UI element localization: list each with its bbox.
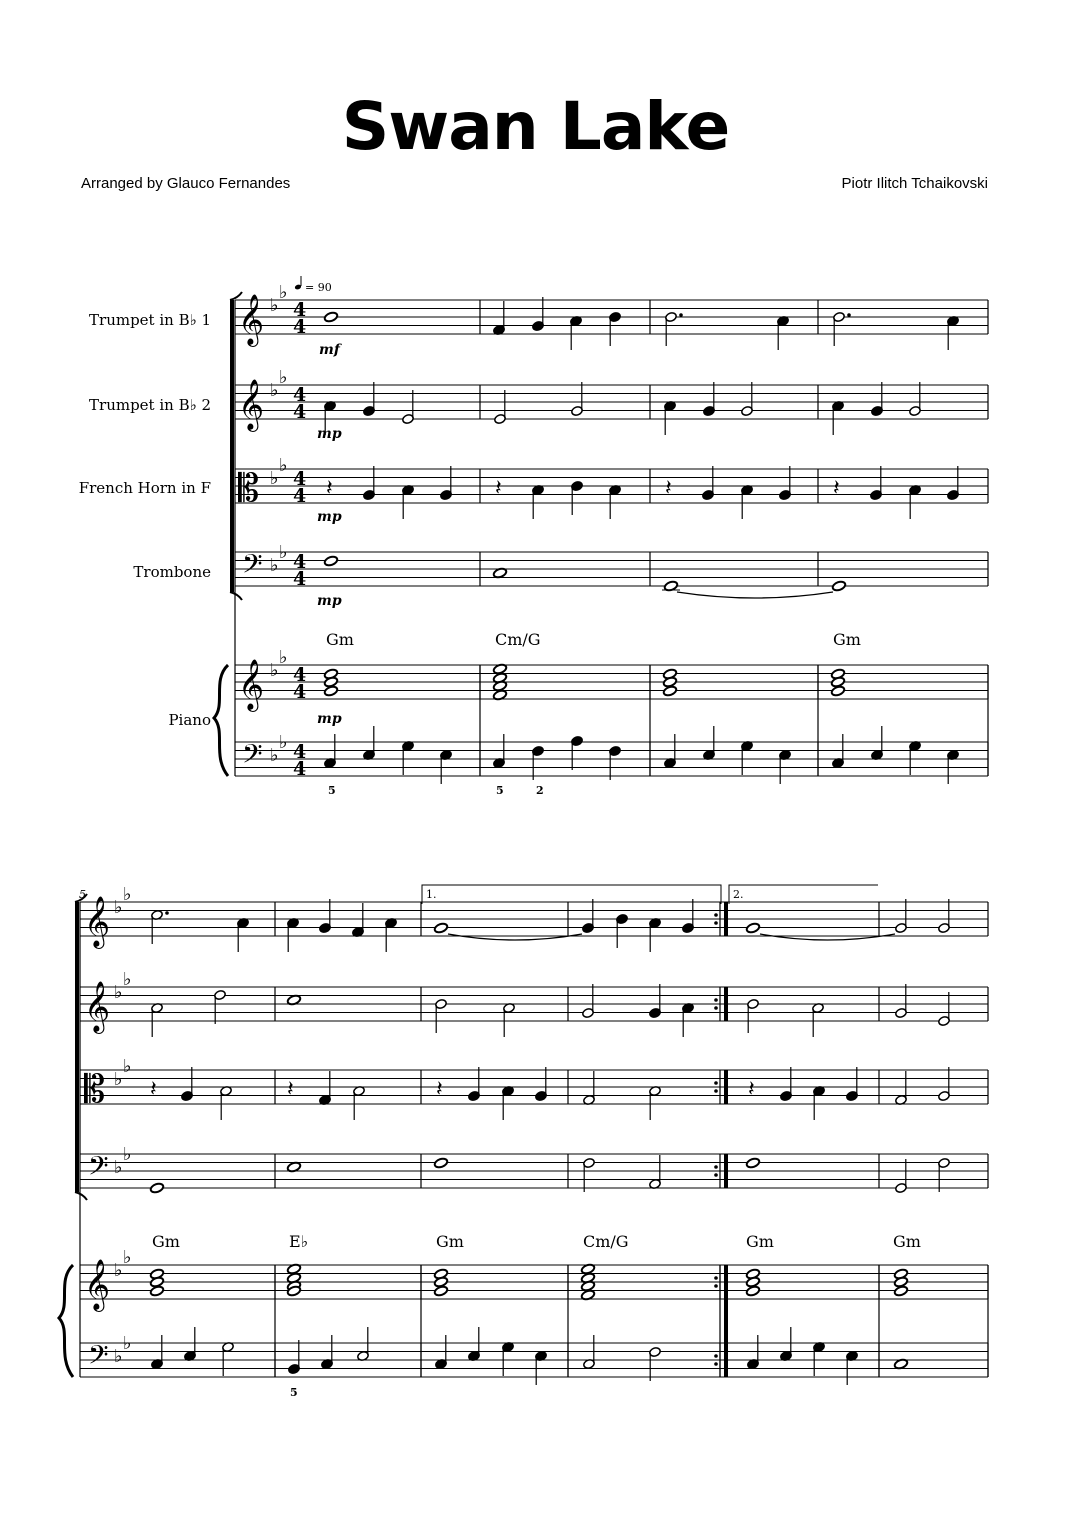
quarter-rest-icon: 𝄽: [287, 1077, 294, 1102]
flat-icon: ♭: [270, 555, 279, 576]
treble-clef-icon: 𝄞: [238, 379, 265, 430]
flat-icon: ♭: [114, 897, 123, 918]
chord-symbol: Gm: [436, 1232, 464, 1251]
score-title: Swan Lake: [341, 88, 730, 165]
note-head: [150, 1182, 165, 1194]
chord-symbol: Gm: [326, 630, 354, 649]
flat-icon: ♭: [123, 1247, 132, 1268]
time-signature-bottom: 4: [293, 681, 307, 703]
time-signature-top: 4: [293, 741, 307, 763]
flat-icon: ♭: [279, 367, 288, 388]
quarter-rest-icon: 𝄽: [326, 476, 333, 501]
chord-symbol: Gm: [152, 1232, 180, 1251]
dynamic-marking: mf: [319, 342, 340, 358]
chord-symbol: Cm/G: [495, 630, 541, 649]
repeat-dot: [714, 1173, 718, 1177]
treble-clef-icon: 𝄞: [84, 981, 111, 1032]
alto-clef-icon: 𝄡: [84, 1067, 106, 1111]
flat-icon: ♭: [123, 884, 132, 905]
chord-note-head: [746, 1285, 761, 1297]
quarter-rest-icon: 𝄽: [495, 476, 502, 501]
quarter-rest-icon: 𝄽: [748, 1077, 755, 1102]
flat-icon: ♭: [270, 660, 279, 681]
ending-label: 1.: [426, 888, 437, 901]
tempo-text: = 90: [305, 281, 332, 294]
time-signature-top: 4: [293, 299, 307, 321]
bass-clef-icon: 𝄢: [88, 1150, 109, 1188]
dot: [847, 313, 851, 317]
instrument-name-trombone: Trombone: [133, 563, 211, 581]
repeat-dot: [714, 1165, 718, 1169]
time-signature-top: 4: [293, 384, 307, 406]
dynamic-marking: mp: [317, 593, 342, 609]
fingering: 5: [290, 1386, 298, 1399]
bass-clef-icon: 𝄢: [88, 1339, 109, 1377]
second-ending-bracket: [729, 885, 878, 904]
note-head: [746, 922, 761, 934]
note-head: [324, 311, 339, 323]
composer-credit: Piotr Ilitch Tchaikovski: [841, 175, 988, 192]
flat-icon: ♭: [270, 295, 279, 316]
flat-icon: ♭: [270, 745, 279, 766]
time-signature-top: 4: [293, 468, 307, 490]
chord-symbol: E♭: [289, 1232, 309, 1251]
flat-icon: ♭: [123, 1333, 132, 1354]
chord-note-head: [150, 1285, 165, 1297]
repeat-dot: [714, 998, 718, 1002]
repeat-dot: [714, 1284, 718, 1288]
dot: [679, 313, 683, 317]
chord-note-head: [894, 1285, 909, 1297]
chord-symbol: Gm: [746, 1232, 774, 1251]
repeat-dot: [714, 1089, 718, 1093]
repeat-dot: [714, 1276, 718, 1280]
time-signature-bottom: 4: [293, 758, 307, 780]
flat-icon: ♭: [114, 1157, 123, 1178]
note-head: [434, 922, 449, 934]
instrument-name-french-horn: French Horn in F: [78, 479, 211, 497]
flat-icon: ♭: [279, 732, 288, 753]
time-signature-bottom: 4: [293, 485, 307, 507]
quarter-rest-icon: 𝄽: [436, 1077, 443, 1102]
arranger-credit: Arranged by Glauco Fernandes: [81, 175, 291, 192]
system-1-staves: [235, 282, 988, 780]
flat-icon: ♭: [270, 380, 279, 401]
bass-clef-icon: 𝄢: [242, 738, 263, 776]
dynamic-marking: mp: [317, 426, 342, 442]
system-1-notes: [324, 297, 960, 784]
note-head: [832, 580, 847, 592]
measure-number: 5: [79, 888, 86, 901]
repeat-dot: [714, 1354, 718, 1358]
note-head: [746, 1157, 761, 1169]
instrument-name-piano: Piano: [168, 711, 211, 729]
note-head: [434, 1157, 449, 1169]
piano-brace: [214, 665, 228, 776]
tie: [448, 934, 582, 940]
chord-symbol: Gm: [833, 630, 861, 649]
treble-clef-icon: 𝄞: [238, 294, 265, 345]
treble-clef-icon: 𝄞: [84, 1259, 111, 1310]
repeat-dot: [714, 913, 718, 917]
piano-brace: [59, 1265, 73, 1377]
tie: [677, 592, 833, 598]
flat-icon: ♭: [123, 969, 132, 990]
flat-icon: ♭: [279, 455, 288, 476]
repeat-dot: [714, 1081, 718, 1085]
chord-note-head: [663, 685, 678, 697]
time-signature-bottom: 4: [293, 401, 307, 423]
flat-icon: ♭: [123, 1144, 132, 1165]
flat-icon: ♭: [270, 468, 279, 489]
chord-symbol: Gm: [893, 1232, 921, 1251]
fingering: 2: [536, 784, 544, 797]
flat-icon: ♭: [279, 282, 288, 303]
dynamic-marking: mp: [317, 509, 342, 525]
fingering: 5: [496, 784, 504, 797]
alto-clef-icon: 𝄡: [238, 466, 260, 510]
flat-icon: ♭: [114, 1260, 123, 1281]
system-2-notes: [150, 899, 951, 1385]
tempo-marking: [294, 276, 332, 294]
quarter-rest-icon: 𝄽: [833, 476, 840, 501]
chord-note-head: [831, 685, 846, 697]
note-head: [324, 555, 339, 567]
flat-icon: ♭: [114, 1069, 123, 1090]
instrument-name-trumpet-1: Trumpet in B♭ 1: [89, 311, 211, 329]
repeat-dot: [714, 1362, 718, 1366]
fingering: 5: [328, 784, 336, 797]
flat-icon: ♭: [279, 647, 288, 668]
tie: [760, 934, 895, 940]
repeat-dot: [714, 921, 718, 925]
time-signature-top: 4: [293, 551, 307, 573]
quarter-rest-icon: 𝄽: [665, 476, 672, 501]
flat-icon: ♭: [114, 982, 123, 1003]
chord-note-head: [434, 1285, 449, 1297]
instrument-name-trumpet-2: Trumpet in B♭ 2: [89, 396, 211, 414]
repeat-dot: [714, 1006, 718, 1010]
bass-clef-icon: 𝄢: [242, 548, 263, 586]
flat-icon: ♭: [279, 542, 288, 563]
treble-clef-icon: 𝄞: [84, 896, 111, 947]
time-signature-top: 4: [293, 664, 307, 686]
system-2-staves: [80, 884, 988, 1377]
first-ending-bracket: [422, 885, 721, 904]
ending-label: 2.: [733, 888, 744, 901]
flat-icon: ♭: [114, 1346, 123, 1367]
dot: [165, 911, 169, 915]
quarter-rest-icon: 𝄽: [150, 1077, 157, 1102]
chord-note-head: [324, 685, 339, 697]
time-signature-bottom: 4: [293, 316, 307, 338]
dynamic-marking: mp: [317, 711, 342, 727]
time-signature-bottom: 4: [293, 568, 307, 590]
treble-clef-icon: 𝄞: [238, 659, 265, 710]
flat-icon: ♭: [123, 1056, 132, 1077]
chord-symbol: Cm/G: [583, 1232, 629, 1251]
